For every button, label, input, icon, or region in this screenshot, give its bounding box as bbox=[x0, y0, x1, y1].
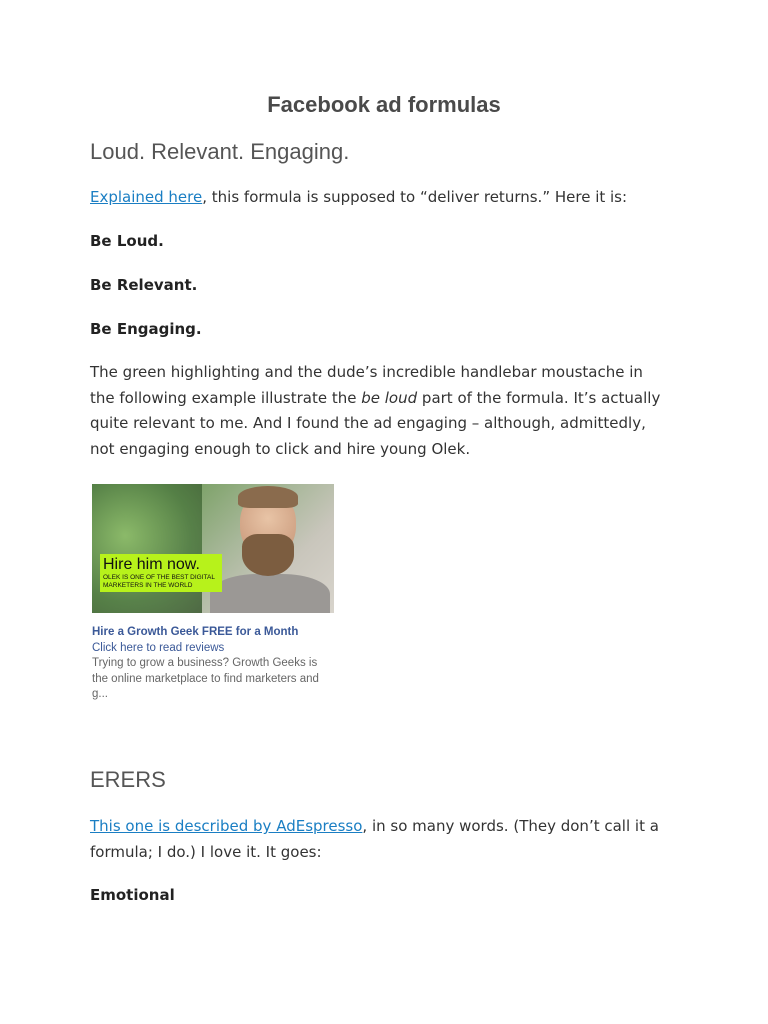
ad-green-badge bbox=[100, 554, 222, 592]
intro-text: , this formula is supposed to “deliver returns.” Here it is: bbox=[202, 188, 628, 206]
example-emphasis: be loud bbox=[361, 388, 418, 407]
formula-item-engaging: Be Engaging. bbox=[90, 320, 202, 338]
section-heading-erers: ERERS bbox=[90, 767, 166, 792]
intro-paragraph bbox=[90, 185, 670, 211]
adespresso-link[interactable]: This one is described by AdEspresso bbox=[90, 817, 363, 835]
ad-person-hair bbox=[238, 486, 298, 508]
facebook-ad-example[interactable] bbox=[92, 484, 336, 703]
ad-person-beard bbox=[242, 534, 294, 576]
example-text-1: The green highlighting and the dude’s incredible handlebar moustache in the following example illustrate the bbox=[90, 363, 643, 407]
ad-copy bbox=[92, 625, 327, 703]
erers-item-emotional: Emotional bbox=[90, 886, 175, 904]
erers-intro-paragraph bbox=[90, 814, 670, 865]
formula-item-relevant: Be Relevant. bbox=[90, 276, 198, 294]
ad-reviews-link[interactable]: Click here to read reviews bbox=[92, 641, 225, 654]
explained-here-link[interactable]: Explained here bbox=[90, 188, 203, 206]
ad-background-foliage bbox=[92, 484, 202, 613]
example-text-2: part of the formula. It’s actually quite relevant to me. And I found the ad engaging – although, admittedly, not engaging enough to click and hire young Olek. bbox=[90, 388, 661, 458]
ad-description: Trying to grow a business? Growth Geeks is the online marketplace to find marketers and g... bbox=[92, 657, 319, 700]
page-title: Facebook ad formulas bbox=[267, 92, 501, 117]
ad-headline[interactable]: Hire a Growth Geek FREE for a Month bbox=[92, 626, 299, 638]
section-heading-loud-relevant-engaging: Loud. Relevant. Engaging. bbox=[90, 139, 350, 164]
example-paragraph bbox=[90, 360, 670, 462]
ad-badge-title: Hire him now. bbox=[103, 556, 200, 573]
ad-image[interactable] bbox=[92, 484, 334, 613]
ad-badge-subtitle: OLEK IS ONE OF THE BEST DIGITAL MARKETERS IN THE WORLD bbox=[103, 574, 215, 589]
formula-item-loud: Be Loud. bbox=[90, 232, 164, 250]
erers-intro-text: , in so many words. (They don’t call it a formula; I do.) I love it. It goes: bbox=[90, 817, 659, 861]
ad-person-body bbox=[210, 574, 330, 613]
